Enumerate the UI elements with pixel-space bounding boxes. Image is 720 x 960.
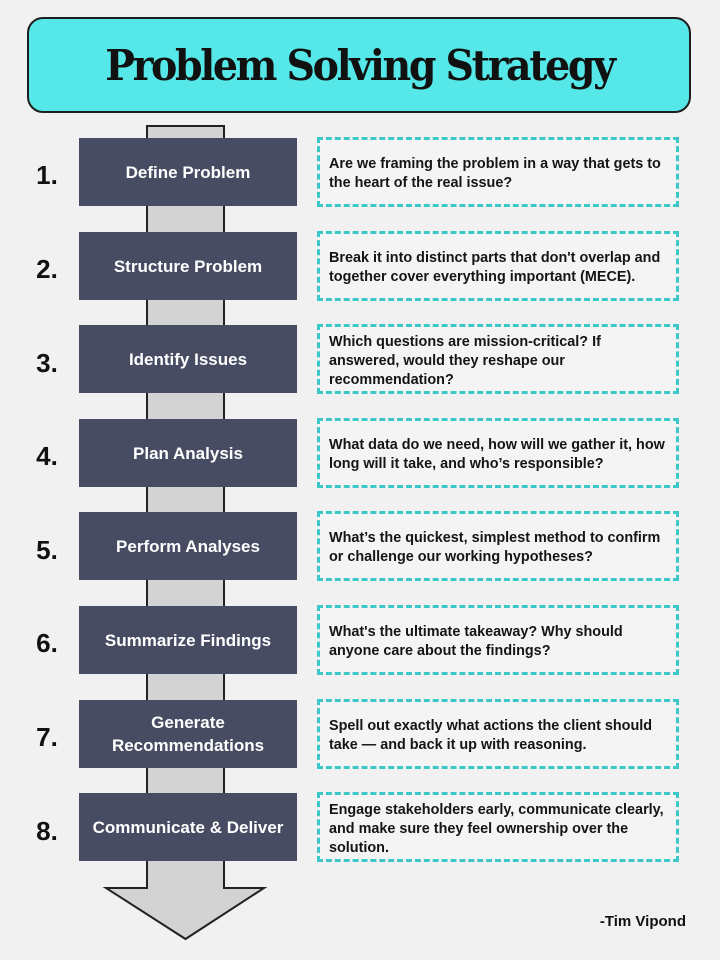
author-credit: -Tim Vipond — [599, 913, 686, 930]
step-number-2: 2. — [36, 254, 58, 284]
step-label-2: Structure Problem — [113, 256, 263, 276]
step-description-3 — [317, 324, 679, 394]
step-box-communicate-deliver — [79, 793, 297, 861]
step-box-define-problem — [79, 138, 297, 206]
step-description-text-7: Spell out exactly what actions the client should take — and back it up with reasoning. — [329, 718, 653, 753]
step-number-1: 1. — [36, 160, 58, 190]
step-description-text-6: What's the ultimate takeaway? Why should anyone care about the findings? — [329, 624, 623, 659]
step-number-4: 4. — [36, 441, 58, 471]
step-label-4: Plan Analysis — [133, 443, 243, 463]
step-number-8: 8. — [36, 816, 58, 846]
step-label-5: Perform Analyses — [116, 536, 260, 556]
step-label-7: Generate Recommendations — [111, 713, 265, 755]
step-description-5 — [317, 511, 679, 581]
step-description-text-5: What’s the quickest, simplest method to confirm or challenge our working hypotheses? — [329, 530, 661, 565]
step-number-3: 3. — [36, 348, 58, 378]
step-box-generate-recommendations — [79, 700, 297, 768]
step-description-7 — [317, 699, 679, 769]
step-label-1: Define Problem — [125, 162, 251, 182]
step-description-text-8: Engage stakeholders early, communicate clearly, and make sure they feel ownership over the solution. — [329, 801, 664, 856]
step-description-6 — [317, 605, 679, 675]
step-label-8: Communicate & Deliver — [92, 817, 284, 837]
page-title: Problem Solving Strategy — [104, 40, 614, 90]
step-description-1 — [317, 137, 679, 207]
step-description-text-2: Break it into distinct parts that don't overlap and together cover everything important (MECE). — [329, 250, 661, 285]
step-description-8 — [317, 792, 679, 862]
step-box-structure-problem — [79, 232, 297, 300]
step-description-text-3: Which questions are mission-critical? If answered, would they reshape our recommendation? — [329, 333, 601, 388]
step-box-perform-analyses — [79, 512, 297, 580]
step-label-6: Summarize Findings — [104, 630, 272, 650]
step-number-7: 7. — [36, 722, 58, 752]
step-description-2 — [317, 231, 679, 301]
step-description-text-1: Are we framing the problem in a way that gets to the heart of the real issue? — [329, 156, 661, 191]
step-description-text-4: What data do we need, how will we gather it, how long will it take, and who’s responsible? — [329, 437, 665, 472]
step-description-4 — [317, 418, 679, 488]
step-box-summarize-findings — [79, 606, 297, 674]
step-number-6: 6. — [36, 628, 58, 658]
step-box-plan-analysis — [79, 419, 297, 487]
step-label-3: Identify Issues — [128, 349, 248, 369]
step-box-identify-issues — [79, 325, 297, 393]
step-number-5: 5. — [36, 535, 58, 565]
